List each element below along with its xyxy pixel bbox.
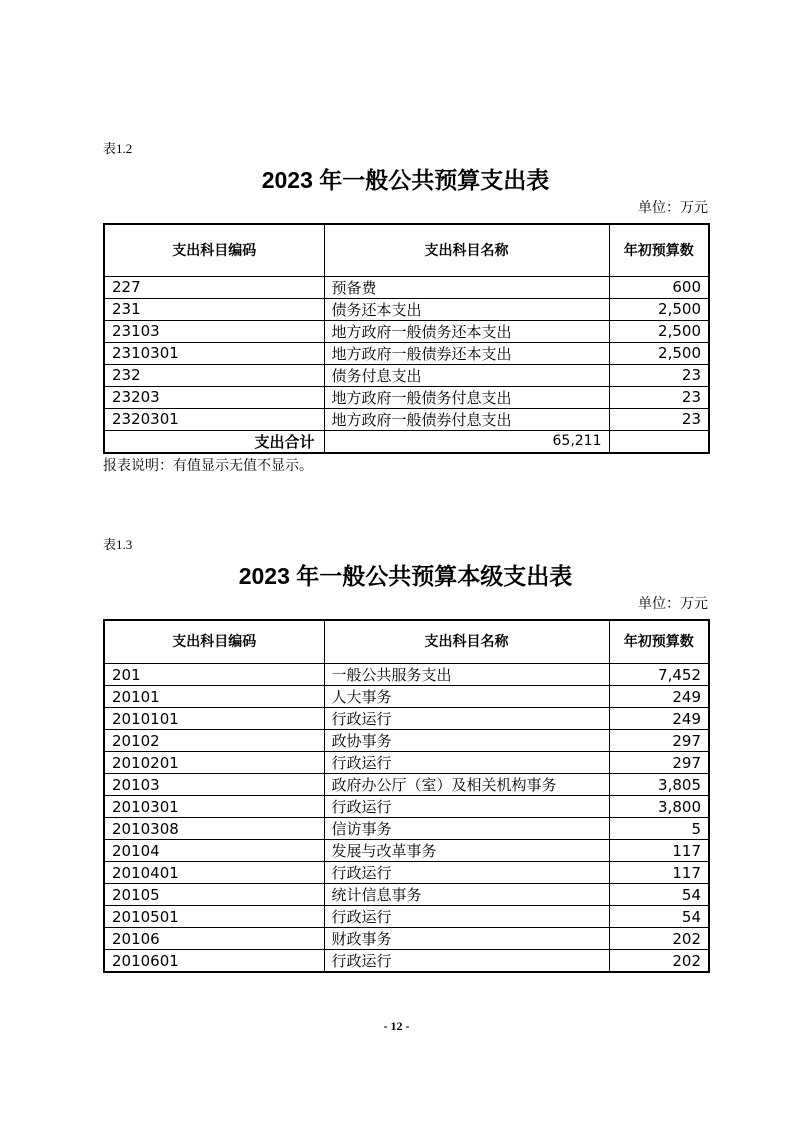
cell-name: 政协事务 — [324, 730, 609, 752]
cell-name: 信访事务 — [324, 818, 609, 840]
cell-code: 2010201 — [104, 752, 324, 774]
cell-code: 2010401 — [104, 862, 324, 884]
section-table-1-3 — [103, 537, 708, 974]
table-row — [104, 364, 709, 386]
cell-amount: 3,800 — [609, 796, 709, 818]
table-row — [104, 774, 709, 796]
column-header-name: 支出科目名称 — [324, 224, 609, 276]
cell-code: 20105 — [104, 884, 324, 906]
table-row — [104, 730, 709, 752]
table-row — [104, 342, 709, 364]
cell-amount: 202 — [609, 928, 709, 950]
table-row — [104, 320, 709, 342]
cell-name: 地方政府一般债务付息支出 — [324, 386, 609, 408]
cell-code: 2320301 — [104, 408, 324, 430]
cell-code: 231 — [104, 298, 324, 320]
budget-expenditure-table — [103, 223, 710, 454]
cell-code: 2010501 — [104, 906, 324, 928]
table-title: 2023 年一般公共预算支出表 — [261, 167, 550, 193]
unit-label: 单位：万元 — [638, 596, 708, 612]
cell-amount: 54 — [609, 906, 709, 928]
cell-name: 发展与改革事务 — [324, 840, 609, 862]
cell-amount: 297 — [609, 730, 709, 752]
cell-name: 行政运行 — [324, 752, 609, 774]
table-row — [104, 884, 709, 906]
cell-amount: 54 — [609, 884, 709, 906]
cell-name: 债务付息支出 — [324, 364, 609, 386]
cell-code: 2010308 — [104, 818, 324, 840]
column-header-amount: 年初预算数 — [609, 224, 709, 276]
cell-name: 预备费 — [324, 276, 609, 298]
table-row — [104, 840, 709, 862]
cell-amount: 249 — [609, 708, 709, 730]
column-header-code: 支出科目编码 — [104, 224, 324, 276]
cell-amount: 7,452 — [609, 664, 709, 686]
table-row — [104, 386, 709, 408]
cell-amount: 2,500 — [609, 298, 709, 320]
cell-name: 行政运行 — [324, 708, 609, 730]
header-row — [104, 620, 709, 664]
cell-name: 人大事务 — [324, 686, 609, 708]
column-header-code: 支出科目编码 — [104, 620, 324, 664]
cell-amount: 3,805 — [609, 774, 709, 796]
table-body — [104, 664, 709, 973]
table-row — [104, 928, 709, 950]
cell-code: 201 — [104, 664, 324, 686]
table-row — [104, 906, 709, 928]
cell-amount: 249 — [609, 686, 709, 708]
total-amount: 65,211 — [324, 430, 609, 453]
cell-amount: 117 — [609, 840, 709, 862]
cell-name: 债务还本支出 — [324, 298, 609, 320]
table-header — [104, 620, 709, 664]
cell-amount: 297 — [609, 752, 709, 774]
cell-code: 23203 — [104, 386, 324, 408]
cell-name: 行政运行 — [324, 796, 609, 818]
cell-name: 地方政府一般债券付息支出 — [324, 408, 609, 430]
table-row — [104, 708, 709, 730]
cell-name: 一般公共服务支出 — [324, 664, 609, 686]
cell-code: 2310301 — [104, 342, 324, 364]
table-title: 2023 年一般公共预算本级支出表 — [238, 562, 573, 589]
page-content — [103, 0, 708, 973]
column-header-name: 支出科目名称 — [324, 620, 609, 664]
cell-name: 行政运行 — [324, 862, 609, 884]
cell-name: 行政运行 — [324, 906, 609, 928]
total-empty-cell — [609, 430, 709, 453]
table-row — [104, 298, 709, 320]
cell-code: 20104 — [104, 840, 324, 862]
cell-code: 23103 — [104, 320, 324, 342]
cell-amount: 23 — [609, 364, 709, 386]
cell-name: 地方政府一般债务还本支出 — [324, 320, 609, 342]
cell-code: 227 — [104, 276, 324, 298]
table-row — [104, 276, 709, 298]
report-note: 报表说明：有值显示无值不显示。 — [103, 458, 313, 474]
cell-amount: 202 — [609, 950, 709, 973]
cell-amount: 600 — [609, 276, 709, 298]
table-row — [104, 818, 709, 840]
cell-code: 2010601 — [104, 950, 324, 973]
cell-name: 统计信息事务 — [324, 884, 609, 906]
table-body — [104, 276, 709, 430]
table-row — [104, 862, 709, 884]
unit-label: 单位：万元 — [638, 201, 708, 216]
cell-code: 2010301 — [104, 796, 324, 818]
table-header — [104, 224, 709, 276]
table-row — [104, 950, 709, 973]
cell-amount: 117 — [609, 862, 709, 884]
cell-code: 2010101 — [104, 708, 324, 730]
table-footer — [104, 430, 709, 453]
cell-amount: 23 — [609, 408, 709, 430]
budget-level-expenditure-table — [103, 619, 710, 974]
cell-amount: 2,500 — [609, 320, 709, 342]
table-caption: 表1.3 — [103, 536, 133, 552]
cell-amount: 23 — [609, 386, 709, 408]
table-row — [104, 686, 709, 708]
table-row — [104, 664, 709, 686]
header-row — [104, 224, 709, 276]
column-header-amount: 年初预算数 — [609, 620, 709, 664]
cell-amount: 5 — [609, 818, 709, 840]
cell-code: 20106 — [104, 928, 324, 950]
table-caption: 表1.2 — [103, 141, 133, 156]
total-row — [104, 430, 709, 453]
total-label: 支出合计 — [104, 430, 324, 453]
cell-code: 20103 — [104, 774, 324, 796]
page-number: - 12 - — [383, 1019, 410, 1033]
cell-name: 行政运行 — [324, 950, 609, 973]
cell-code: 232 — [104, 364, 324, 386]
cell-name: 政府办公厅（室）及相关机构事务 — [324, 774, 609, 796]
cell-amount: 2,500 — [609, 342, 709, 364]
section-table-1-2 — [103, 141, 708, 476]
table-row — [104, 752, 709, 774]
cell-name: 财政事务 — [324, 928, 609, 950]
table-row — [104, 408, 709, 430]
cell-code: 20101 — [104, 686, 324, 708]
table-row — [104, 796, 709, 818]
cell-code: 20102 — [104, 730, 324, 752]
cell-name: 地方政府一般债券还本支出 — [324, 342, 609, 364]
